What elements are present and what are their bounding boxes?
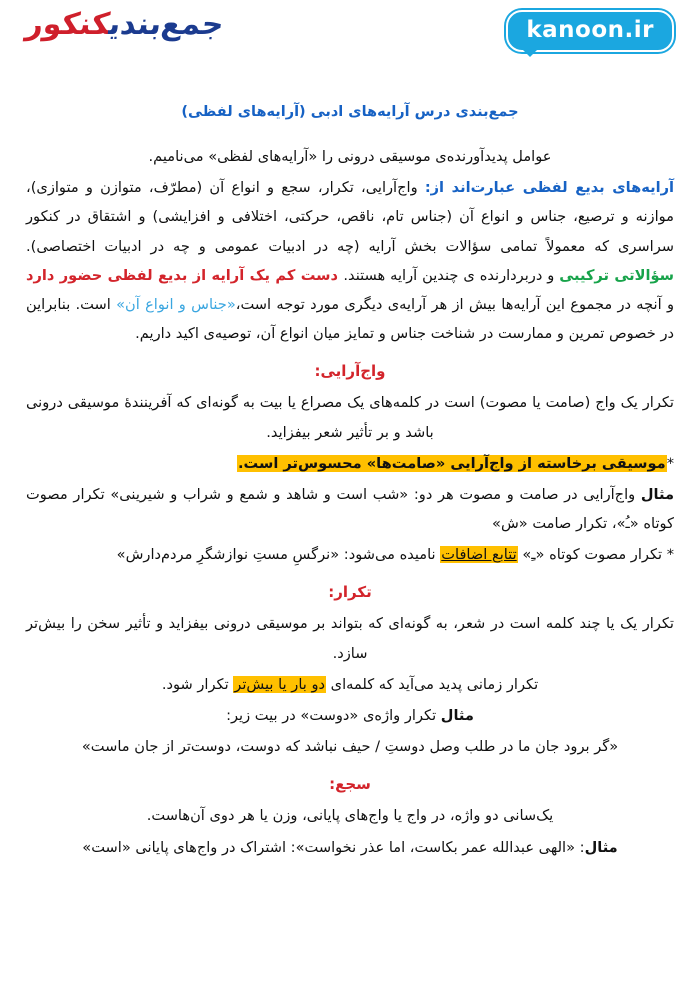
document-title: جمع‌بندی درس آرایه‌های ادبی (آرایه‌های لفظی) (181, 104, 519, 120)
page-title-part-jamebandi: جمع‌بندی (107, 7, 226, 42)
vajaraei-note-highlight: موسیقی برخاسته از واج‌آرایی «صامت‌ها» محسوس‌تر است. (237, 454, 666, 472)
intro-text-b: و دربردارنده ی چندین آرایه هستند. (343, 266, 560, 284)
vajaraei-example-2-highlight: تتابع اضافات (441, 546, 517, 564)
tekrar-definition: تکرار یک یا چند کلمه است در شعر، به گونه‌ای که بتواند بر موسیقی درونی بیفزاید و تأثیر سخن را بیش‌تر سازد. (26, 615, 674, 662)
kanoon-logo-text: kanoon.ir (526, 17, 654, 43)
section-heading-tekrar: تکرار: (328, 583, 372, 602)
vajaraei-example-label: مثال (640, 485, 674, 503)
intro-bold-lead: آرایه‌های بدیع لفظی عبارت‌اند از: (424, 179, 674, 197)
vajaraei-note (26, 449, 674, 478)
intro-green-phrase: سؤالاتی ترکیبی (559, 266, 674, 284)
page-title-part-konkoor: کنکور (23, 7, 112, 42)
vajaraei-example-2-star: * (666, 546, 674, 564)
tekrar-note-highlight: دو بار یا بیش‌تر (234, 675, 326, 693)
intro-text-a: واج‌آرایی، تکرار، سجع و انواع آن (مطرّف، متوازن و متوازی)، موازنه و ترصیع، جناس و انواع آن (جناس تام، ناقص، حرکتی، اختلافی و افزایشی) و اشتقاق در کنکور سراسری که معمولاً تمامی سؤالات بخش آرایه (چه در ادبیات عمومی و چه در ادبیات اختصاصی). (26, 179, 674, 255)
saj-example-label: مثال (584, 838, 618, 856)
tekrar-note-post: تکرار شود. (161, 675, 234, 693)
vajaraei-example-2 (26, 540, 674, 569)
saj-example (26, 833, 674, 862)
section-heading-saj: سجع: (329, 775, 371, 794)
page-title (24, 8, 226, 41)
intro-text-d: است. بنابراین در خصوص تمرین و ممارست در شناخت جناس و تمایز میان انواع آن، توصیه‌ی اکید داریم. (26, 295, 674, 343)
tekrar-example-label: مثال (440, 707, 474, 724)
vajaraei-definition: تکرار یک واج (صامت یا مصوت) است در کلمه‌های یک مصراع یا بیت به گونه‌ای که آفرینندهٔ موسیقی درونی باشد و بر تأثیر شعر بیفزاید. (26, 394, 674, 441)
vajaraei-example-2-post: نامیده می‌شود: «نرگسِ مستِ نوازشگرِ مردم‌دارش» (116, 546, 441, 564)
page-header (23, 0, 674, 78)
intro-text-c: و آنچه در مجموع این آرایه‌ها بیش از هر آرایه‌ی دیگری مورد توجه است، (235, 295, 675, 313)
kanoon-logo[interactable] (506, 10, 674, 52)
tekrar-example-text: تکرار واژه‌ی «دوست» در بیت زیر: (226, 707, 441, 724)
intro-lightblue-phrase: «جناس و انواع آن» (116, 295, 236, 313)
saj-definition: یک‌سانی دو واژه، در واج یا واج‌های پایانی، وزن یا هر دوی آن‌هاست. (146, 807, 554, 825)
vajaraei-note-star: * (666, 454, 674, 472)
intro-paragraph-2 (26, 173, 674, 348)
tekrar-example (26, 701, 674, 730)
vajaraei-example-text: واج‌آرایی در صامت و مصوت هر دو: «شب است و شاهد و شمع و شراب و شیرینی» تکرار مصوت کوتاه «ـُ»، تکرار صامت «ش» (26, 485, 674, 533)
vajaraei-example-2-pre: تکرار مصوت کوتاه «ـِ» (517, 546, 667, 564)
tekrar-verse: «گر برود جان ما در طلب وصل دوستِ / حیف نباشد که دوست، دوست‌تر از جان ماست» (81, 738, 619, 756)
tekrar-note (26, 670, 674, 699)
saj-example-text: : «الهی عبدالله عمر بکاست، اما عذر نخواست»: اشتراک در واج‌های پایانی «است» (82, 838, 585, 856)
section-heading-vajaraei: واج‌آرایی: (314, 362, 386, 381)
intro-line-1: عوامل پدیدآورنده‌ی موسیقی درونی را «آرایه‌های لفظی» می‌نامیم. (148, 148, 552, 165)
vajaraei-example (26, 480, 674, 538)
tekrar-note-pre: تکرار زمانی پدید می‌آید که کلمه‌ای (326, 675, 539, 693)
intro-red-phrase: دست کم یک آرایه از بدیع لفظی حضور دارد (26, 266, 344, 284)
